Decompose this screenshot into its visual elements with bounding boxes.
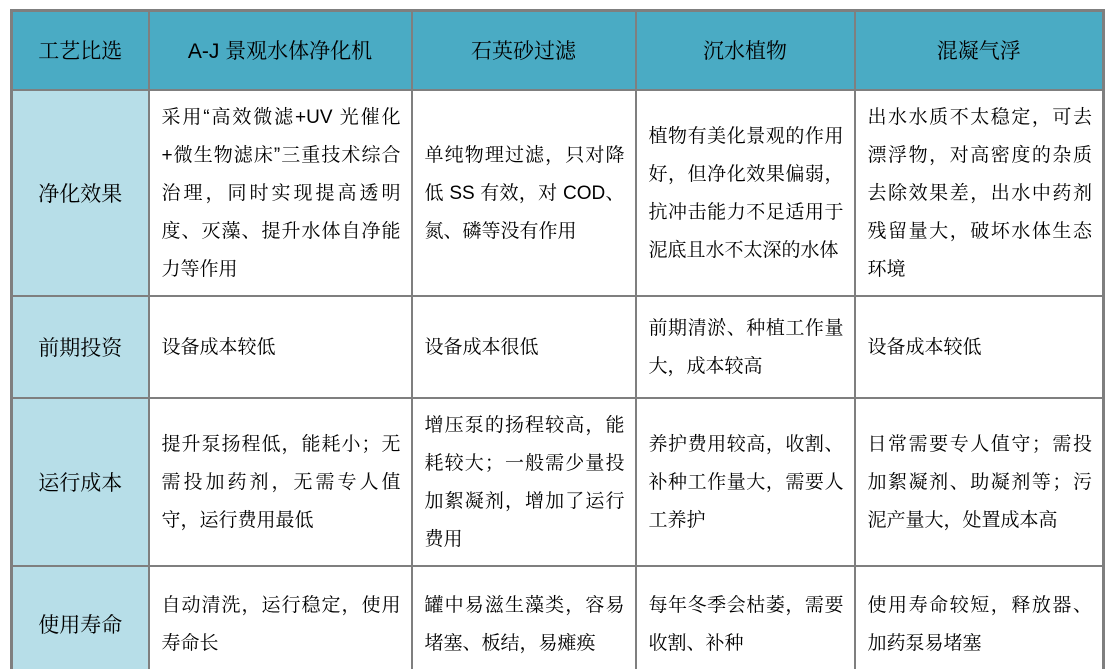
row-operating-cost [12,398,1104,566]
cell-life-coagulation-flotation: 使用寿命较短，释放器、加药泵易堵塞 [855,566,1104,669]
header-cell-criteria: 工艺比选 [12,11,149,90]
cell-oper-aj-purifier: 提升泵扬程低，能耗小；无需投加药剂，无需专人值守，运行费用最低 [149,398,412,566]
row-label-initial-investment: 前期投资 [12,296,149,398]
header-cell-submerged-plants: 沉水植物 [636,11,855,90]
cell-invest-submerged-plants: 前期清淤、种植工作量大，成本较高 [636,296,855,398]
cell-oper-submerged-plants: 养护费用较高，收割、补种工作量大，需要人工养护 [636,398,855,566]
cell-life-submerged-plants: 每年冬季会枯萎，需要收割、补种 [636,566,855,669]
cell-effect-coagulation-flotation: 出水水质不太稳定，可去漂浮物，对高密度的杂质去除效果差，出水中药剂残留量大，破坏水体生态环境 [855,90,1104,296]
process-comparison-table [10,9,1105,669]
header-cell-coagulation-flotation: 混凝气浮 [855,11,1104,90]
row-service-life [12,566,1104,669]
row-initial-investment [12,296,1104,398]
row-label-service-life: 使用寿命 [12,566,149,669]
header-row [12,11,1104,90]
cell-effect-quartz-sand: 单纯物理过滤，只对降低 SS 有效，对 COD、氮、磷等没有作用 [412,90,636,296]
cell-life-quartz-sand: 罐中易滋生藻类，容易堵塞、板结，易瘫痪 [412,566,636,669]
cell-effect-aj-purifier: 采用“高效微滤+UV 光催化+微生物滤床”三重技术综合治理，同时实现提高透明度、灭藻、提升水体自净能力等作用 [149,90,412,296]
cell-invest-coagulation-flotation: 设备成本较低 [855,296,1104,398]
header-cell-quartz-sand-filter: 石英砂过滤 [412,11,636,90]
cell-oper-quartz-sand: 增压泵的扬程较高，能耗较大；一般需少量投加絮凝剂，增加了运行费用 [412,398,636,566]
row-label-purification-effect: 净化效果 [12,90,149,296]
cell-invest-quartz-sand: 设备成本很低 [412,296,636,398]
row-purification-effect [12,90,1104,296]
row-label-operating-cost: 运行成本 [12,398,149,566]
cell-oper-coagulation-flotation: 日常需要专人值守；需投加絮凝剂、助凝剂等；污泥产量大，处置成本高 [855,398,1104,566]
cell-life-aj-purifier: 自动清洗，运行稳定，使用寿命长 [149,566,412,669]
cell-invest-aj-purifier: 设备成本较低 [149,296,412,398]
header-cell-aj-purifier: A-J 景观水体净化机 [149,11,412,90]
cell-effect-submerged-plants: 植物有美化景观的作用好，但净化效果偏弱，抗冲击能力不足适用于泥底且水不太深的水体 [636,90,855,296]
